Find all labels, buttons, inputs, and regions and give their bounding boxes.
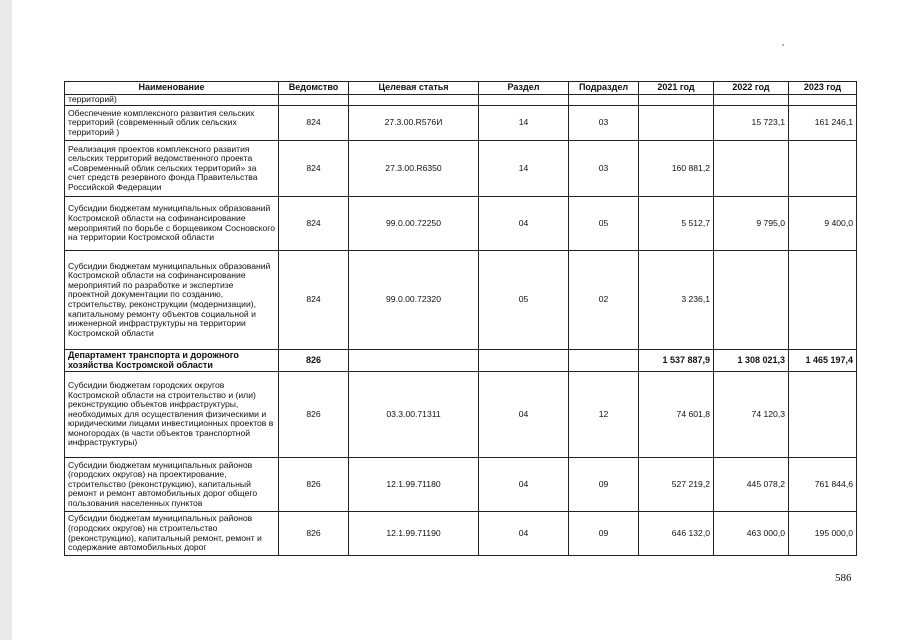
table-row [65,350,857,372]
row-section: 04 [479,372,569,458]
row-2021: 160 881,2 [639,141,714,197]
row-section [479,95,569,106]
row-subsection [569,350,639,372]
row-name: Субсидии бюджетам муниципальных районов (городских округов) на проектирование, строительство (реконструкцию), капитальный ремонт и ремонт автомобильных дорог общего пользования населенных пунктов [65,458,279,512]
row-target: 03.3.00.71311 [349,372,479,458]
row-2022: 9 795,0 [714,197,789,251]
table-header-row [65,82,857,95]
row-section: 14 [479,141,569,197]
row-name: Реализация проектов комплексного развития сельских территорий ведомственного проекта «Современный облик сельских территорий» за счет средств резервного фонда Правительства Российской Федерации [65,141,279,197]
row-2021 [639,95,714,106]
table-row [65,251,857,350]
row-2022 [714,251,789,350]
row-section [479,350,569,372]
row-target [349,95,479,106]
scan-speck [782,44,784,46]
row-subsection: 05 [569,197,639,251]
table-row [65,372,857,458]
row-2022: 15 723,1 [714,106,789,141]
row-name: Субсидии бюджетам муниципальных образований Костромской области на софинансирование мероприятий по разработке и экспертизе проектной документации по созданию, строительству, реконструкции (модернизации), капитальному ремонту объектов социальной и инженерной инфраструктуры на территории Костромской области [65,251,279,350]
table-row [65,141,857,197]
header-2022: 2022 год [714,82,789,95]
row-name: Обеспечение комплексного развития сельских территорий (современный облик сельских территорий ) [65,106,279,141]
row-2023: 195 000,0 [789,512,857,556]
header-section: Раздел [479,82,569,95]
row-dept: 826 [279,350,349,372]
row-2023: 1 465 197,4 [789,350,857,372]
row-name: Департамент транспорта и дорожного хозяйства Костромской области [65,350,279,372]
row-dept: 824 [279,106,349,141]
row-subsection: 12 [569,372,639,458]
row-2021: 3 236,1 [639,251,714,350]
row-2023 [789,95,857,106]
row-target: 27.3.00.R6350 [349,141,479,197]
row-subsection: 03 [569,141,639,197]
table-row [65,458,857,512]
header-subsection: Подраздел [569,82,639,95]
row-target: 12.1.99.71180 [349,458,479,512]
row-2022: 1 308 021,3 [714,350,789,372]
row-2021: 1 537 887,9 [639,350,714,372]
row-2021: 646 132,0 [639,512,714,556]
table-row [65,512,857,556]
scan-edge [0,0,12,640]
table-row [65,106,857,141]
row-target: 99.0.00.72320 [349,251,479,350]
row-2021: 74 601,8 [639,372,714,458]
row-2022: 74 120,3 [714,372,789,458]
row-2023: 761 844,6 [789,458,857,512]
row-dept: 824 [279,141,349,197]
row-target: 12.1.99.71190 [349,512,479,556]
row-name: Субсидии бюджетам городских округов Костромской области на строительство и (или) реконструкцию объектов инфраструктуры, необходимых для осуществления физическими и юридическими лицами инвестиционных проектов в моногородах (в части объектов транспортной инфраструктуры) [65,372,279,458]
row-2021: 5 512,7 [639,197,714,251]
row-subsection: 03 [569,106,639,141]
row-2023 [789,251,857,350]
row-name: Субсидии бюджетам муниципальных образований Костромской области на софинансирование мероприятий по борьбе с борщевиком Сосновского на территории Костромской области [65,197,279,251]
row-2022 [714,95,789,106]
row-target: 99.0.00.72250 [349,197,479,251]
row-subsection: 02 [569,251,639,350]
row-2023 [789,372,857,458]
row-dept: 824 [279,197,349,251]
row-dept: 826 [279,372,349,458]
row-target: 27.3.00.R576И [349,106,479,141]
row-2023: 9 400,0 [789,197,857,251]
row-section: 04 [479,512,569,556]
table-row [65,95,857,106]
header-name: Наименование [65,82,279,95]
row-2023 [789,141,857,197]
row-subsection [569,95,639,106]
budget-table [64,81,857,556]
row-2022: 463 000,0 [714,512,789,556]
row-subsection: 09 [569,512,639,556]
row-target [349,350,479,372]
row-section: 04 [479,458,569,512]
row-dept [279,95,349,106]
row-2023: 161 246,1 [789,106,857,141]
row-subsection: 09 [569,458,639,512]
row-2021: 527 219,2 [639,458,714,512]
row-dept: 826 [279,458,349,512]
row-2022 [714,141,789,197]
header-2023: 2023 год [789,82,857,95]
row-name: Субсидии бюджетам муниципальных районов (городских округов) на строительство (реконструкцию), капитальный ремонт, ремонт и содержание автомобильных дорог [65,512,279,556]
header-dept: Ведомство [279,82,349,95]
page-number: 586 [835,572,852,584]
header-target: Целевая статья [349,82,479,95]
row-dept: 824 [279,251,349,350]
row-section: 14 [479,106,569,141]
row-2021 [639,106,714,141]
table-row [65,197,857,251]
row-section: 05 [479,251,569,350]
row-dept: 826 [279,512,349,556]
row-name: территорий) [65,95,279,106]
header-2021: 2021 год [639,82,714,95]
row-section: 04 [479,197,569,251]
row-2022: 445 078,2 [714,458,789,512]
